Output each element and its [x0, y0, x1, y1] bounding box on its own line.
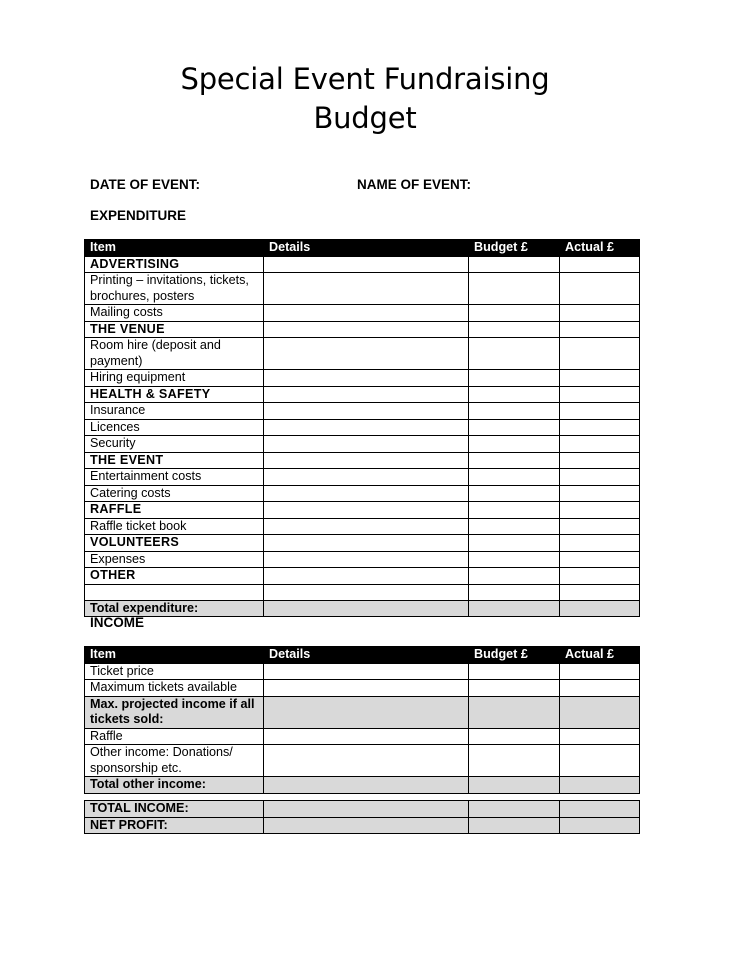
details-cell[interactable]	[264, 551, 469, 568]
total-row	[85, 817, 640, 834]
budget-cell[interactable]	[469, 403, 560, 420]
budget-cell[interactable]	[469, 256, 560, 273]
title-line-1: Special Event Fundraising	[180, 62, 550, 96]
table-row	[85, 680, 640, 697]
item-cell: TOTAL INCOME:	[85, 801, 264, 818]
actual-cell[interactable]	[560, 817, 640, 834]
item-cell: NET PROFIT:	[85, 817, 264, 834]
category-row	[85, 452, 640, 469]
category-row	[85, 535, 640, 552]
details-cell[interactable]	[264, 403, 469, 420]
details-cell[interactable]	[264, 256, 469, 273]
column-header-details: Details	[264, 240, 469, 257]
total-row	[85, 696, 640, 728]
details-cell[interactable]	[264, 386, 469, 403]
table-row	[85, 728, 640, 745]
details-cell[interactable]	[264, 518, 469, 535]
item-cell: VOLUNTEERS	[85, 535, 264, 552]
category-row	[85, 386, 640, 403]
details-cell[interactable]	[264, 370, 469, 387]
table-row	[85, 419, 640, 436]
column-header-details: Details	[264, 647, 469, 664]
budget-cell[interactable]	[469, 663, 560, 680]
budget-cell[interactable]	[469, 696, 560, 728]
actual-cell[interactable]	[560, 273, 640, 305]
expenditure-header-row	[85, 240, 640, 257]
table-row	[85, 338, 640, 370]
details-cell[interactable]	[264, 485, 469, 502]
details-cell[interactable]	[264, 696, 469, 728]
item-cell: Security	[85, 436, 264, 453]
total-row	[85, 600, 640, 617]
actual-cell[interactable]	[560, 551, 640, 568]
actual-cell[interactable]	[560, 600, 640, 617]
item-cell: Room hire (deposit and payment)	[85, 338, 264, 370]
budget-cell[interactable]	[469, 469, 560, 486]
budget-cell[interactable]	[469, 600, 560, 617]
details-cell[interactable]	[264, 502, 469, 519]
income-header-row	[85, 647, 640, 664]
expenditure-heading: EXPENDITURE	[90, 208, 187, 223]
budget-cell[interactable]	[469, 745, 560, 777]
item-cell: Mailing costs	[85, 305, 264, 322]
actual-cell[interactable]	[560, 584, 640, 600]
column-header-actual: Actual £	[560, 647, 640, 664]
item-cell: Raffle	[85, 728, 264, 745]
actual-cell[interactable]	[560, 469, 640, 486]
actual-cell[interactable]	[560, 386, 640, 403]
income-rows	[85, 663, 640, 793]
column-header-actual: Actual £	[560, 240, 640, 257]
details-cell[interactable]	[264, 568, 469, 585]
total-row	[85, 777, 640, 794]
item-cell	[85, 584, 264, 600]
actual-cell[interactable]	[560, 663, 640, 680]
table-row	[85, 370, 640, 387]
budget-cell[interactable]	[469, 305, 560, 322]
actual-cell[interactable]	[560, 403, 640, 420]
budget-cell[interactable]	[469, 485, 560, 502]
details-cell[interactable]	[264, 273, 469, 305]
title-line-2: Budget	[313, 101, 417, 135]
item-cell: Licences	[85, 419, 264, 436]
item-cell: THE VENUE	[85, 321, 264, 338]
details-cell[interactable]	[264, 728, 469, 745]
details-cell[interactable]	[264, 680, 469, 697]
details-cell[interactable]	[264, 305, 469, 322]
item-cell: Expenses	[85, 551, 264, 568]
category-row	[85, 502, 640, 519]
actual-cell[interactable]	[560, 256, 640, 273]
item-cell: ADVERTISING	[85, 256, 264, 273]
actual-cell[interactable]	[560, 370, 640, 387]
budget-cell[interactable]	[469, 680, 560, 697]
actual-cell[interactable]	[560, 680, 640, 697]
actual-cell[interactable]	[560, 452, 640, 469]
item-cell: OTHER	[85, 568, 264, 585]
item-cell: Printing – invitations, tickets, brochures, posters	[85, 273, 264, 305]
category-row	[85, 568, 640, 585]
details-cell[interactable]	[264, 817, 469, 834]
actual-cell[interactable]	[560, 696, 640, 728]
category-row	[85, 321, 640, 338]
actual-cell[interactable]	[560, 485, 640, 502]
expenditure-table	[84, 239, 640, 617]
column-header-budget: Budget £	[469, 647, 560, 664]
total-row	[85, 801, 640, 818]
details-cell[interactable]	[264, 321, 469, 338]
category-row	[85, 256, 640, 273]
actual-cell[interactable]	[560, 801, 640, 818]
item-cell: Total expenditure:	[85, 600, 264, 617]
details-cell[interactable]	[264, 436, 469, 453]
table-row	[85, 518, 640, 535]
column-header-item: Item	[85, 647, 264, 664]
table-row	[85, 663, 640, 680]
table-row	[85, 551, 640, 568]
budget-cell[interactable]	[469, 436, 560, 453]
budget-cell[interactable]	[469, 728, 560, 745]
item-cell: Raffle ticket book	[85, 518, 264, 535]
expenditure-rows	[85, 256, 640, 617]
actual-cell[interactable]	[560, 305, 640, 322]
item-cell: Ticket price	[85, 663, 264, 680]
name-of-event-label: NAME OF EVENT:	[357, 177, 472, 192]
actual-cell[interactable]	[560, 777, 640, 794]
item-cell: Maximum tickets available	[85, 680, 264, 697]
item-cell: HEALTH & SAFETY	[85, 386, 264, 403]
budget-cell[interactable]	[469, 338, 560, 370]
budget-cell[interactable]	[469, 273, 560, 305]
budget-cell[interactable]	[469, 535, 560, 552]
summary-rows	[85, 801, 640, 834]
budget-cell[interactable]	[469, 452, 560, 469]
actual-cell[interactable]	[560, 745, 640, 777]
details-cell[interactable]	[264, 777, 469, 794]
details-cell[interactable]	[264, 419, 469, 436]
date-of-event-label: DATE OF EVENT:	[90, 177, 201, 192]
actual-cell[interactable]	[560, 728, 640, 745]
summary-table	[84, 800, 640, 834]
budget-cell[interactable]	[469, 817, 560, 834]
column-header-budget: Budget £	[469, 240, 560, 257]
budget-cell[interactable]	[469, 551, 560, 568]
item-cell: THE EVENT	[85, 452, 264, 469]
budget-cell[interactable]	[469, 386, 560, 403]
details-cell[interactable]	[264, 584, 469, 600]
budget-cell[interactable]	[469, 568, 560, 585]
income-table	[84, 646, 640, 794]
item-cell: RAFFLE	[85, 502, 264, 519]
actual-cell[interactable]	[560, 436, 640, 453]
details-cell[interactable]	[264, 600, 469, 617]
item-cell: Other income: Donations/ sponsorship etc.	[85, 745, 264, 777]
table-row	[85, 485, 640, 502]
item-cell: Hiring equipment	[85, 370, 264, 387]
budget-cell[interactable]	[469, 584, 560, 600]
actual-cell[interactable]	[560, 502, 640, 519]
actual-cell[interactable]	[560, 518, 640, 535]
details-cell[interactable]	[264, 801, 469, 818]
budget-cell[interactable]	[469, 321, 560, 338]
table-row	[85, 469, 640, 486]
budget-cell[interactable]	[469, 801, 560, 818]
column-header-item: Item	[85, 240, 264, 257]
budget-cell[interactable]	[469, 370, 560, 387]
budget-cell[interactable]	[469, 518, 560, 535]
table-row	[85, 305, 640, 322]
document-title	[0, 60, 730, 138]
table-row	[85, 436, 640, 453]
item-cell: Insurance	[85, 403, 264, 420]
table-row	[85, 584, 640, 600]
details-cell[interactable]	[264, 535, 469, 552]
actual-cell[interactable]	[560, 321, 640, 338]
details-cell[interactable]	[264, 338, 469, 370]
budget-cell[interactable]	[469, 777, 560, 794]
item-cell: Entertainment costs	[85, 469, 264, 486]
item-cell: Catering costs	[85, 485, 264, 502]
item-cell: Max. projected income if all tickets sold:	[85, 696, 264, 728]
details-cell[interactable]	[264, 663, 469, 680]
details-cell[interactable]	[264, 745, 469, 777]
table-row	[85, 745, 640, 777]
details-cell[interactable]	[264, 452, 469, 469]
table-row	[85, 403, 640, 420]
actual-cell[interactable]	[560, 568, 640, 585]
table-row	[85, 273, 640, 305]
budget-cell[interactable]	[469, 502, 560, 519]
actual-cell[interactable]	[560, 338, 640, 370]
details-cell[interactable]	[264, 469, 469, 486]
actual-cell[interactable]	[560, 535, 640, 552]
actual-cell[interactable]	[560, 419, 640, 436]
income-heading: INCOME	[90, 615, 144, 630]
item-cell: Total other income:	[85, 777, 264, 794]
budget-cell[interactable]	[469, 419, 560, 436]
